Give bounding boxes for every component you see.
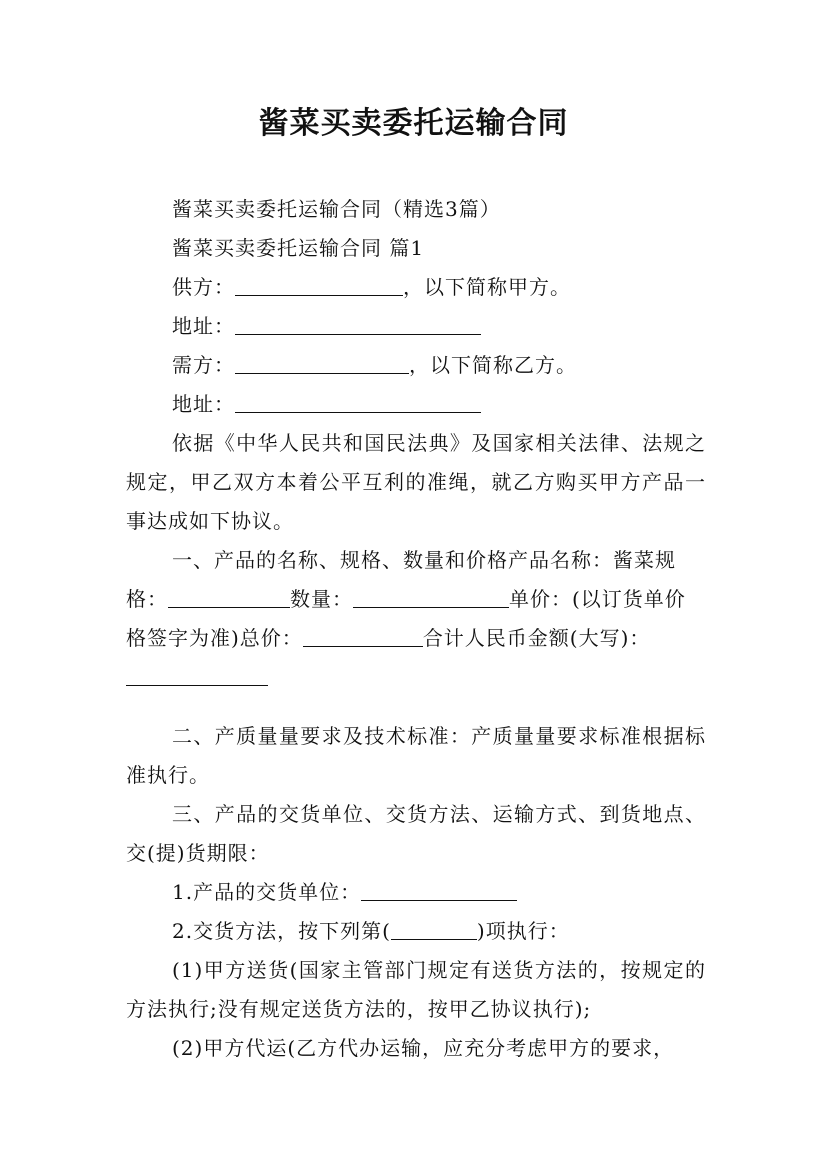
spec-blank [168,585,290,608]
clause1-line-b [126,580,706,619]
clause3-paragraph: 三、产品的交货单位、交货方法、运输方式、到货地点、交(提)货期限： [126,802,706,865]
supplier-line [126,268,706,307]
method-choice-blank [391,917,477,940]
spacer [126,697,706,717]
supplier-address-line [126,307,706,346]
clause1-line-c [126,619,706,658]
item2-line [126,912,706,951]
clause1-line-d [126,658,706,697]
total-blank [303,624,423,647]
clause2-paragraph: 二、产质量量要求及技术标准：产质量量要求标准根据标准执行。 [126,724,706,787]
item1-label: 1.产品的交货单位： [172,880,362,904]
amount-label: 合计人民币金额(大写)： [422,626,651,650]
item1-line [126,873,706,912]
amount-blank [126,663,268,686]
spec-label: 格： [126,587,168,611]
buyer-label: 需方： [172,353,235,377]
intro-paragraph: 依据《中华人民共和国民法典》及国家相关法律、法规之规定，甲乙双方本着公平互利的准绳，就乙方购买甲方产品一事达成如下协议。 [126,431,706,533]
buyer-address-blank [235,390,481,413]
clause1-line-a: 一、产品的名称、规格、数量和价格产品名称：酱菜规 [172,548,676,572]
buyer-blank [235,351,409,374]
item2-suffix: )项执行： [476,919,570,943]
item2-prefix: 2.交货方法，按下列第( [172,919,391,943]
buyer-address-line [126,385,706,424]
document-subtitle: 酱菜买卖委托运输合同（精选3篇） [172,197,501,221]
supplier-address-blank [235,312,481,335]
supplier-suffix: ，以下简称甲方。 [403,275,571,299]
document-title: 酱菜买卖委托运输合同 [258,106,569,141]
supplier-blank [235,273,403,296]
unit-price-label: 单价：(以订货单价 [509,587,686,611]
delivery-unit-blank [361,878,517,901]
section-heading: 酱菜买卖委托运输合同 篇1 [172,236,425,260]
buyer-line [126,346,706,385]
supplier-label: 供方： [172,275,235,299]
address-label: 地址： [172,314,235,338]
quantity-label: 数量： [290,587,353,611]
quantity-blank [353,585,509,608]
document-body [126,190,706,1068]
total-label: 格签字为准)总价： [126,626,303,650]
sub-item1-paragraph: (1)甲方送货(国家主管部门规定有送货方法的，按规定的方法执行;没有规定送货方法的，按甲乙协议执行); [126,958,706,1021]
sub-item2-line: (2)甲方代运(乙方代办运输，应充分考虑甲方的要求， [172,1036,675,1060]
buyer-suffix: ，以下简称乙方。 [409,353,577,377]
address-label: 地址： [172,392,235,416]
